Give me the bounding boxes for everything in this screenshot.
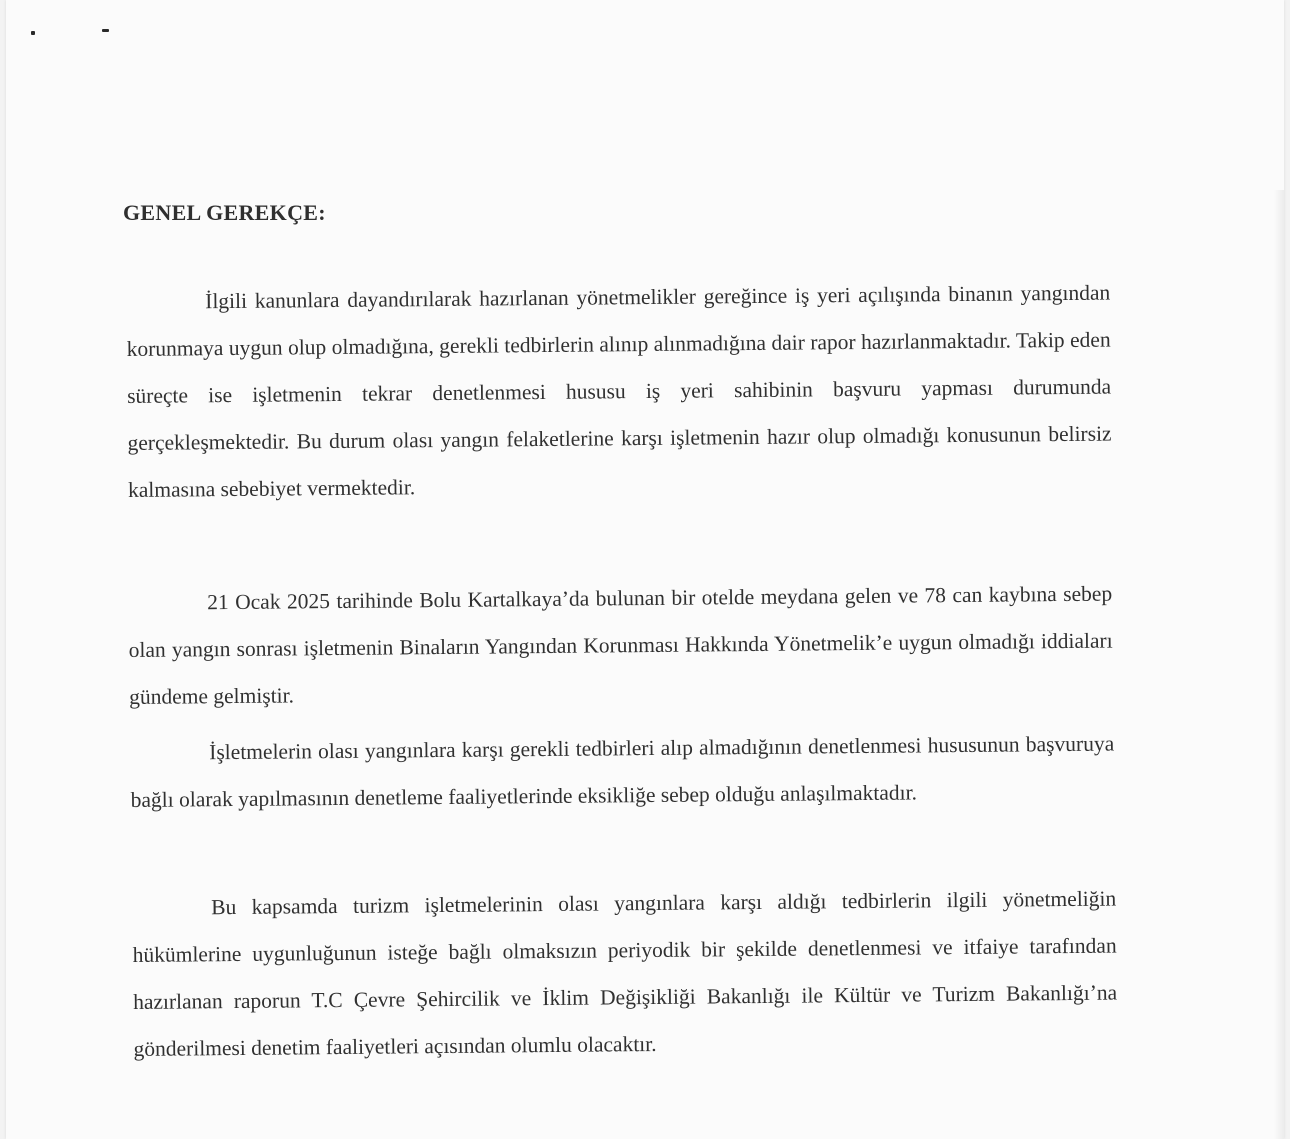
paragraph-1: İlgili kanunlara dayandırılarak hazırlanan yönetmelikler gereğince iş yeri açılışında binanın yangından korunmaya uygun olup olmadığına, gerekli tedbirlerin alınıp alınmadığına dair rapor hazırlanmaktadır. Takip eden süreçte ise işletmenin tekrar denetlenmesi hususu iş yeri sahibinin başvuru yapması durumunda gerçekleşmektedir. Bu durum olası yangın felaketlerine karşı işletmenin hazır olup olmadığı konusunun belirsiz kalmasına sebebiyet vermektedir. xyxy=(126,280,1112,502)
document-page xyxy=(6,0,1284,1139)
paragraph-2: 21 Ocak 2025 tarihinde Bolu Kartalkaya’da bulunan bir otelde meydana gelen ve 78 can kaybına sebep olan yangın sonrası işletmenin Binaların Yangından Korunması Hakkında Yönetmelik’e uygun olmadığı iddiaları gündeme gelmiştir. xyxy=(128,581,1113,709)
section-heading: GENEL GEREKÇE: xyxy=(123,200,326,225)
scan-speck xyxy=(31,31,35,35)
paragraph-4: Bu kapsamda turizm işletmelerinin olası yangınlara karşı aldığı tedbirlerin ilgili yönetmeliğin hükümlerine uygunluğunun isteğe bağlı olmaksızın periyodik bir şekilde denetlenmesi ve itfaiye tarafından hazırlanan raporun T.C Çevre Şehircilik ve İklim Değişikliği Bakanlığı ile Kültür ve Turizm Bakanlığı’na gönderilmesi denetim faaliyetleri açısından olumlu olacaktır. xyxy=(132,886,1118,1061)
paragraph-3: İşletmelerin olası yangınlara karşı gerekli tedbirleri alıp almadığının denetlenmesi hususunun başvuruya bağlı olarak yapılmasının denetleme faaliyetlerinde eksikliğe sebep olduğu anlaşılmaktadır. xyxy=(130,731,1115,812)
page-edge-shadow xyxy=(1274,190,1284,1139)
scan-speck xyxy=(102,29,109,32)
